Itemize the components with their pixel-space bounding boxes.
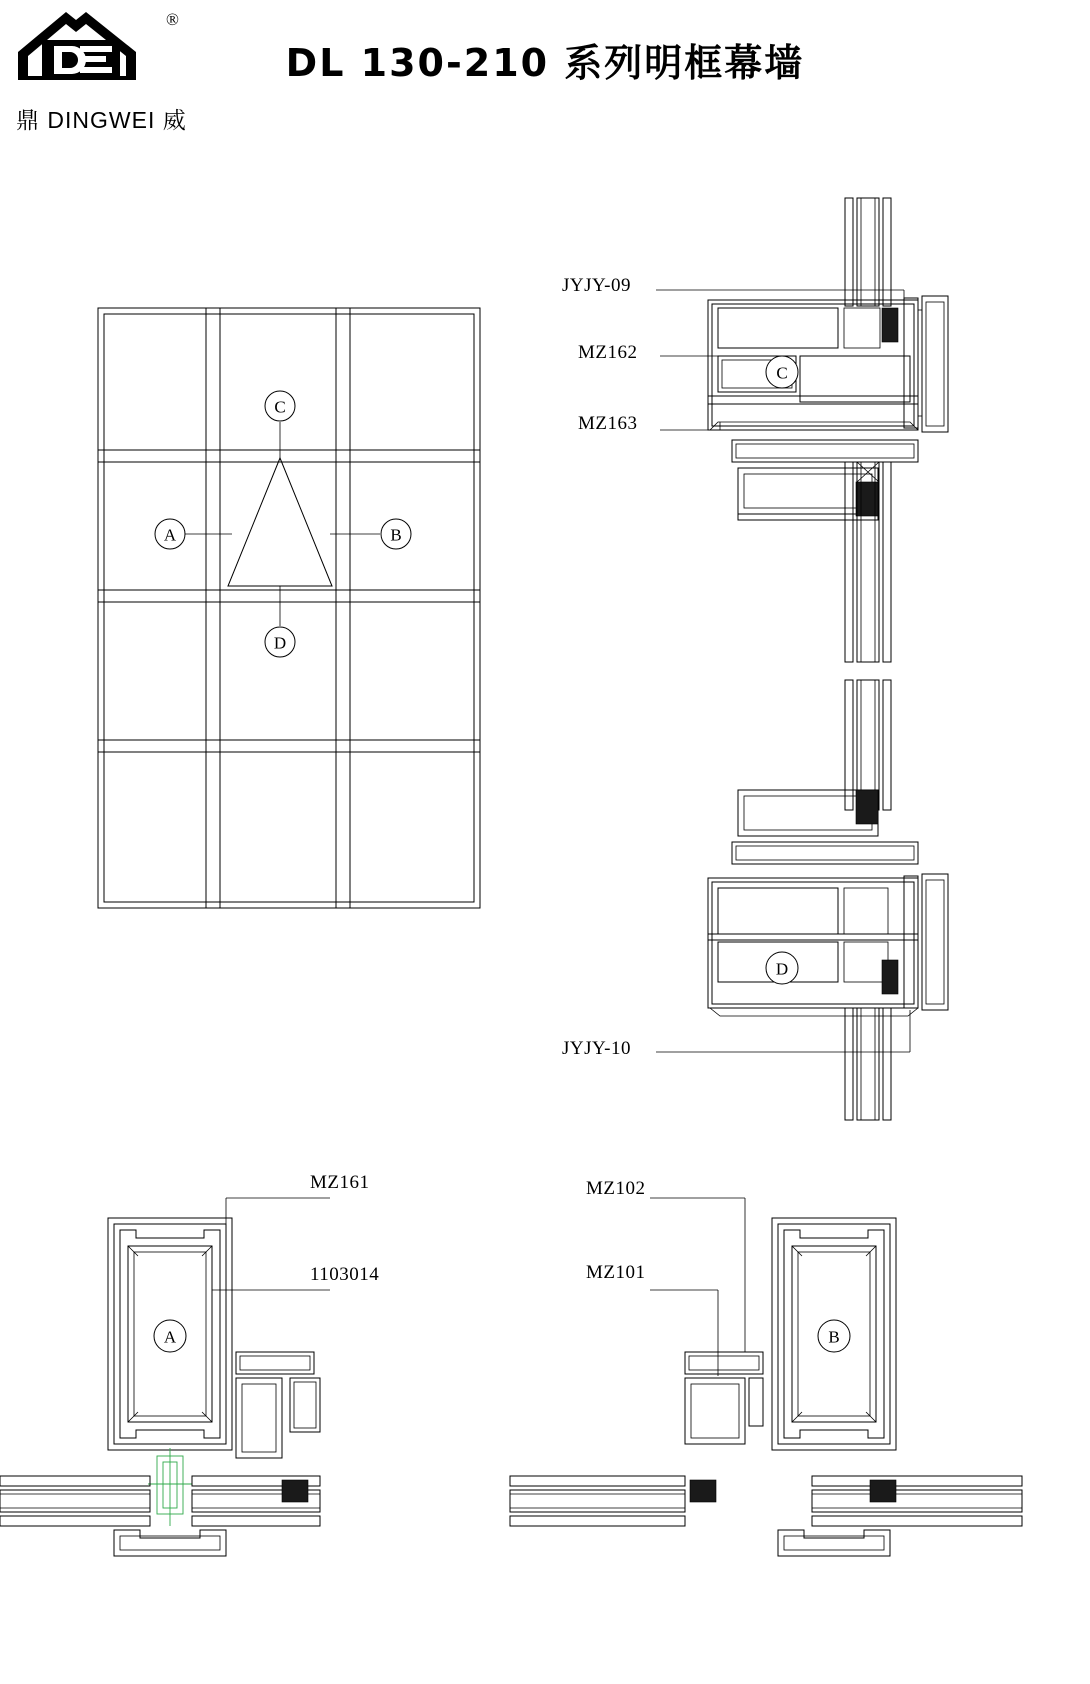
transom-profile-c bbox=[708, 296, 948, 432]
elevation-drawing bbox=[80, 290, 500, 930]
mid-profile-lower bbox=[732, 790, 918, 864]
callout-jyjy-09: JYJY-09 bbox=[562, 275, 631, 296]
callout-mz101: MZ101 bbox=[586, 1262, 646, 1283]
glass-band-a bbox=[0, 1476, 320, 1526]
transom-profile-d bbox=[708, 874, 948, 1016]
section-marker-c bbox=[766, 356, 798, 388]
section-marker-d bbox=[766, 952, 798, 984]
svg-text:C: C bbox=[274, 397, 286, 417]
adapter-profile-b bbox=[685, 1352, 763, 1444]
callout-jyjy-10: JYJY-10 bbox=[562, 1038, 631, 1059]
horizontal-section-a-drawing bbox=[40, 1180, 510, 1580]
callout-mz161: MZ161 bbox=[310, 1172, 370, 1193]
callout-mz163: MZ163 bbox=[578, 413, 638, 434]
page-title: DL 130-210 系列明框幕墙 bbox=[285, 41, 805, 85]
page-header bbox=[0, 0, 1090, 150]
section-marker-b bbox=[818, 1320, 850, 1352]
section-marker-a bbox=[154, 1320, 186, 1352]
anchor-screw-port bbox=[148, 1448, 192, 1526]
svg-text:A: A bbox=[163, 525, 177, 545]
horizontal-section-b-drawing bbox=[530, 1180, 1030, 1580]
callout-mz102: MZ102 bbox=[586, 1178, 646, 1199]
glass-band-b bbox=[510, 1476, 1022, 1526]
vertical-section-drawing bbox=[560, 190, 1080, 1130]
callout-1103014: 1103014 bbox=[310, 1264, 380, 1285]
elevation-marker-d bbox=[265, 627, 295, 657]
registered-trademark-icon: ® bbox=[166, 10, 179, 29]
logo-wordmark: 鼎 DINGWEI 威 bbox=[16, 107, 187, 133]
svg-text:C: C bbox=[776, 363, 788, 383]
mid-profile-upper bbox=[732, 440, 918, 520]
svg-text:D: D bbox=[273, 633, 287, 653]
svg-text:D: D bbox=[775, 959, 789, 979]
cover-cap-a bbox=[114, 1530, 226, 1556]
svg-text:A: A bbox=[163, 1327, 177, 1347]
svg-text:B: B bbox=[390, 525, 402, 545]
glass-bottom bbox=[845, 1008, 891, 1120]
elevation-marker-a bbox=[155, 519, 185, 549]
elevation-marker-b bbox=[381, 519, 411, 549]
cover-cap-b bbox=[778, 1530, 890, 1556]
callout-mz162: MZ162 bbox=[578, 342, 638, 363]
elevation-marker-c bbox=[265, 391, 295, 421]
adapter-profile-a bbox=[236, 1352, 320, 1458]
svg-text:B: B bbox=[828, 1327, 840, 1347]
